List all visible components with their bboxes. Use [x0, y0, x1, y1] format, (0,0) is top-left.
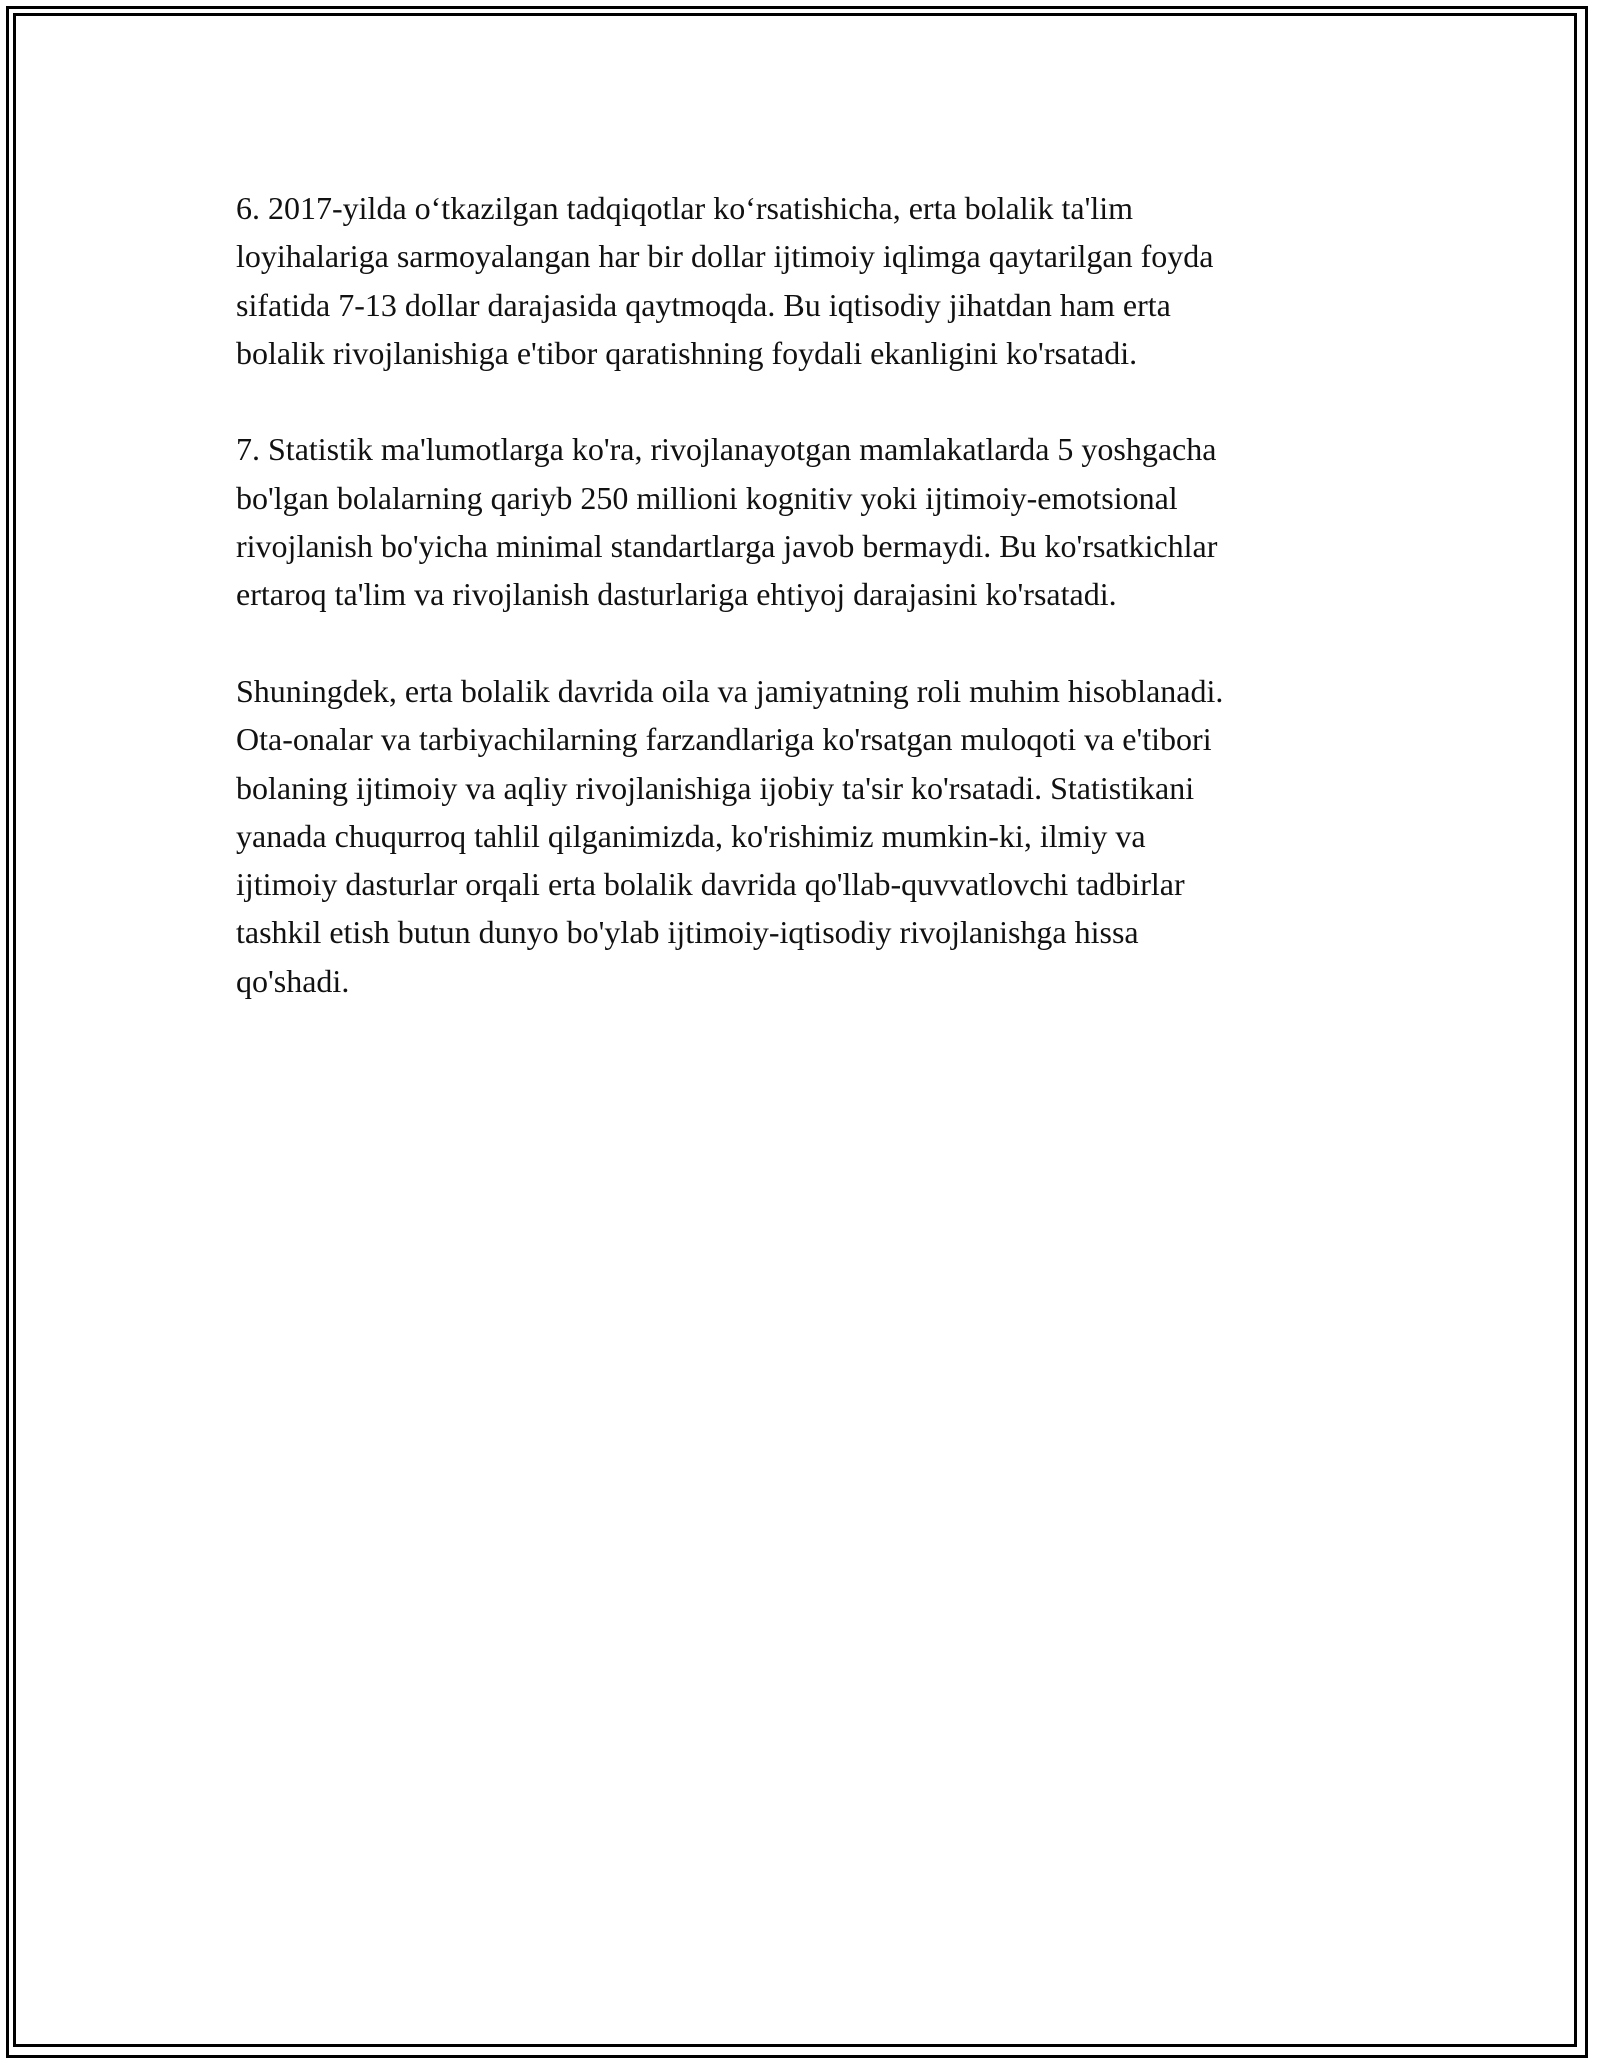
paragraph-6: 6. 2017-yilda o‘tkazilgan tadqiqotlar ko‘rsatishicha, erta bolalik ta'lim loyihalariga sarmoyalangan har bir dollar ijtimoiy iqlimga qaytarilgan foyda sifatida 7-13 dollar darajasida qaytmoqda. Bu iqtisodiy jihatdan ham erta bolalik rivojlanishiga e'tibor qaratishning foydali ekanligini ko'rsatadi.	[236, 190, 1214, 371]
document-body	[236, 184, 1416, 1005]
paragraph-conclusion: Shuningdek, erta bolalik davrida oila va jamiyatning roli muhim hisoblanadi. Ota-onalar va tarbiyachilarning farzandlariga ko'rsatgan muloqoti va e'tibori bolaning ijtimoiy va aqliy rivojlanishiga ijobiy ta'sir ko'rsatadi. Statistikani yanada chuqurroq tahlil qilganimizda, ko'rishimiz mumkin-ki, ilmiy va ijtimoiy dasturlar orqali erta bolalik davrida qo'llab-quvvatlovchi tadbirlar tashkil etish butun dunyo bo'ylab ijtimoiy-iqtisodiy rivojlanishga hissa qo'shadi.	[236, 672, 1224, 999]
paragraph-7: 7. Statistik ma'lumotlarga ko'ra, rivojlanayotgan mamlakatlarda 5 yoshgacha bo'lgan bolalarning qariyb 250 millioni kognitiv yoki ijtimoiy-emotsional rivojlanish bo'yicha minimal standartlarga javob bermaydi. Bu ko'rsatkichlar ertaroq ta'lim va rivojlanish dasturlariga ehtiyoj darajasini ko'rsatadi.	[236, 431, 1218, 613]
